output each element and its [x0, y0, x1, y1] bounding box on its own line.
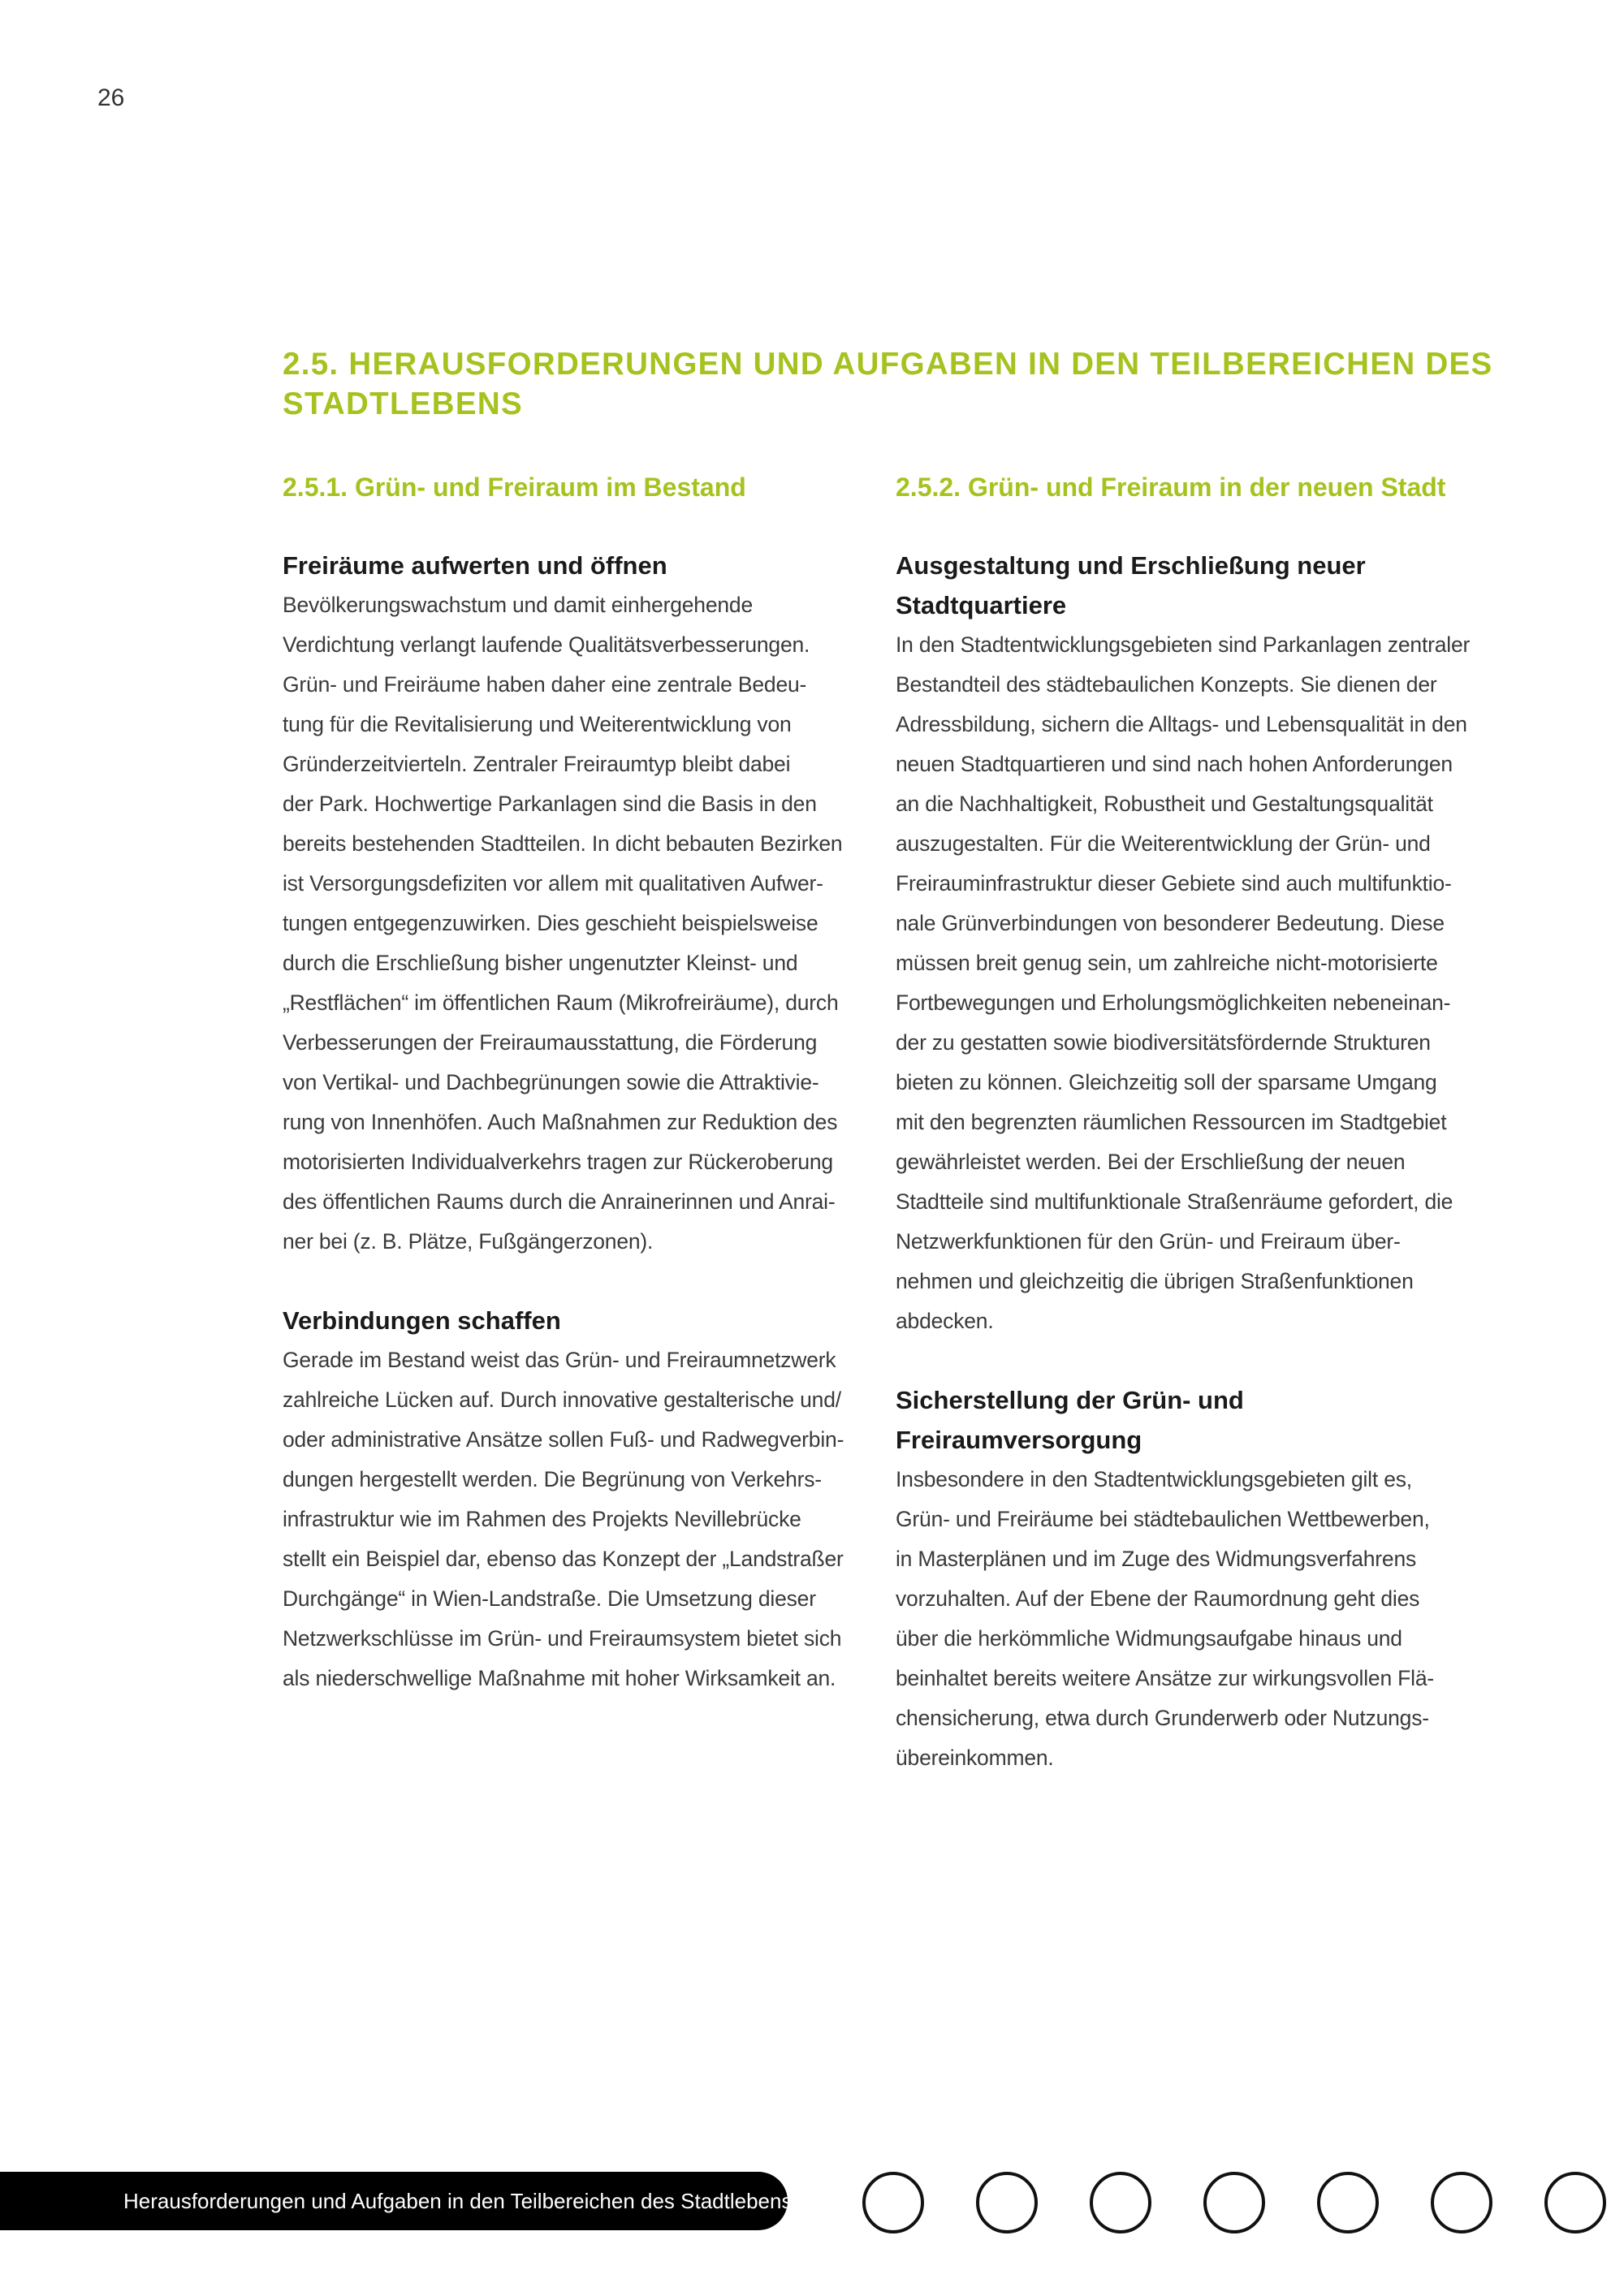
footer-chapter-bar[interactable] [0, 2172, 793, 2230]
text-line: der zu gestatten sowie biodiversitätsfördernde Strukturen [896, 1030, 1431, 1055]
text-line: über die herkömmliche Widmungsaufgabe hinaus und [896, 1626, 1402, 1651]
heading-line: Sicherstellung der Grün- und [896, 1386, 1244, 1414]
block-heading: Verbindungen schaffen [283, 1306, 561, 1335]
text-line: stellt ein Beispiel dar, ebenso das Konzept der „Landstraßer [283, 1547, 844, 1571]
text-line: infrastruktur wie im Rahmen des Projekts Nevillebrücke [283, 1507, 801, 1531]
text-line: Gründerzeitvierteln. Zentraler Freiraumtyp bleibt dabei [283, 752, 791, 776]
text-line: Verdichtung verlangt laufende Qualitätsverbesserungen. [283, 632, 810, 657]
block-heading: Freiräume aufwerten und öffnen [283, 551, 667, 580]
text-block [283, 546, 867, 1262]
text-line: zahlreiche Lücken auf. Durch innovative gestalterische und/ [283, 1388, 841, 1412]
text-line: motorisierten Individualverkehrs tragen zur Rückeroberung [283, 1150, 833, 1174]
text-line: beinhaltet bereits weitere Ansätze zur wirkungsvollen Flä- [896, 1666, 1435, 1690]
section-title: 2.5. HERAUSFORDERUNGEN UND AUFGABEN IN DEN TEILBEREICHEN DES STADTLEBENS [283, 347, 1493, 421]
text-line: an die Nachhaltigkeit, Robustheit und Gestaltungsqualität [896, 792, 1433, 816]
text-line: Verbesserungen der Freiraumausstattung, die Förderung [283, 1030, 818, 1055]
text-line: der Park. Hochwertige Parkanlagen sind die Basis in den [283, 792, 817, 816]
right-column [896, 471, 1480, 1817]
left-column [283, 471, 867, 1737]
text-line: des öffentlichen Raums durch die Anrainerinnen und Anrai- [283, 1189, 836, 1214]
text-line: tung für die Revitalisierung und Weiterentwicklung von [283, 712, 792, 736]
text-line: bieten zu können. Gleichzeitig soll der sparsame Umgang [896, 1070, 1437, 1094]
block-body [283, 1340, 867, 1698]
text-line: durch die Erschließung bisher ungenutzter Kleinst- und [283, 951, 798, 975]
text-line: Grün- und Freiräume bei städtebaulichen Wettbewerben, [896, 1507, 1430, 1531]
chapter-nav-dot[interactable] [1090, 2172, 1151, 2233]
heading-line: Ausgestaltung und Erschließung neuer [896, 551, 1366, 580]
block-body [896, 1460, 1480, 1778]
text-line: Grün- und Freiräume haben daher eine zentrale Bedeu- [283, 672, 807, 697]
text-line: Netzwerkschlüsse im Grün- und Freiraumsystem bietet sich [283, 1626, 842, 1651]
text-line: von Vertikal- und Dachbegrünungen sowie die Attraktivie- [283, 1070, 819, 1094]
chapter-nav-dot[interactable] [1203, 2172, 1265, 2233]
text-line: oder administrative Ansätze sollen Fuß- und Radwegverbin- [283, 1427, 844, 1452]
text-line: in Masterplänen und im Zuge des Widmungsverfahrens [896, 1547, 1417, 1571]
text-line: ner bei (z. B. Plätze, Fußgängerzonen). [283, 1229, 654, 1254]
text-block [283, 1301, 867, 1698]
block-body [896, 625, 1480, 1341]
text-line: In den Stadtentwicklungsgebieten sind Parkanlagen zentraler [896, 632, 1471, 657]
text-line: auszugestalten. Für die Weiterentwicklung der Grün- und [896, 831, 1431, 856]
text-line: nehmen und gleichzeitig die übrigen Straßenfunktionen [896, 1269, 1414, 1293]
text-line: mit den begrenzten räumlichen Ressourcen im Stadtgebiet [896, 1110, 1447, 1134]
text-block [896, 546, 1480, 1341]
left-subtitle: 2.5.1. Grün- und Freiraum im Bestand [283, 473, 746, 502]
text-line: Netzwerkfunktionen für den Grün- und Freiraum über- [896, 1229, 1401, 1254]
text-block [896, 1380, 1480, 1778]
chapter-nav-dot[interactable] [1317, 2172, 1379, 2233]
text-line: gewährleistet werden. Bei der Erschließung der neuen [896, 1150, 1406, 1174]
text-line: tungen entgegenzuwirken. Dies geschieht beispielsweise [283, 911, 818, 935]
text-line: Adressbildung, sichern die Alltags- und Lebensqualität in den [896, 712, 1467, 736]
text-line: vorzuhalten. Auf der Ebene der Raumordnung geht dies [896, 1586, 1420, 1611]
heading-line: Freiraumversorgung [896, 1426, 1142, 1454]
text-line: Bevölkerungswachstum und damit einhergehende [283, 593, 753, 617]
footer-chapter-label: Herausforderungen und Aufgaben in den Teilbereichen des Stadtlebens [123, 2188, 793, 2213]
text-line: Fortbewegungen und Erholungsmöglichkeiten nebeneinan- [896, 990, 1451, 1015]
text-line: bereits bestehenden Stadtteilen. In dicht bebauten Bezirken [283, 831, 843, 856]
heading-line: Stadtquartiere [896, 591, 1067, 619]
text-line: Stadtteile sind multifunktionale Straßenräume gefordert, die [896, 1189, 1453, 1214]
text-line: Durchgänge“ in Wien-Landstraße. Die Umsetzung dieser [283, 1586, 816, 1611]
text-line: Freirauminfrastruktur dieser Gebiete sind auch multifunktio- [896, 871, 1452, 896]
text-line: „Restflächen“ im öffentlichen Raum (Mikrofreiräume), durch [283, 990, 839, 1015]
chapter-nav-dot[interactable] [976, 2172, 1038, 2233]
chapter-nav-dot[interactable] [862, 2172, 924, 2233]
block-heading [896, 546, 1480, 625]
text-line: nale Grünverbindungen von besonderer Bedeutung. Diese [896, 911, 1445, 935]
text-line: Bestandteil des städtebaulichen Konzepts. Sie dienen der [896, 672, 1437, 697]
text-line: rung von Innenhöfen. Auch Maßnahmen zur Reduktion des [283, 1110, 838, 1134]
text-line: Insbesondere in den Stadtentwicklungsgebieten gilt es, [896, 1467, 1412, 1491]
block-heading [896, 1380, 1480, 1460]
text-line: neuen Stadtquartieren und sind nach hohen Anforderungen [896, 752, 1453, 776]
text-line: übereinkommen. [896, 1746, 1054, 1770]
text-line: chensicherung, etwa durch Grunderwerb oder Nutzungs- [896, 1706, 1429, 1730]
block-body [283, 585, 867, 1262]
page-number: 26 [97, 84, 125, 111]
text-line: ist Versorgungsdefiziten vor allem mit qualitativen Aufwer- [283, 871, 823, 896]
text-line: abdecken. [896, 1309, 994, 1333]
right-subtitle: 2.5.2. Grün- und Freiraum in der neuen Stadt [896, 473, 1446, 502]
text-line: als niederschwellige Maßnahme mit hoher Wirksamkeit an. [283, 1666, 836, 1690]
text-line: Gerade im Bestand weist das Grün- und Freiraumnetzwerk [283, 1348, 836, 1372]
chapter-nav-dot[interactable] [1431, 2172, 1492, 2233]
text-line: müssen breit genug sein, um zahlreiche nicht-motorisierte [896, 951, 1438, 975]
chapter-nav-dot[interactable] [1544, 2172, 1606, 2233]
text-line: dungen hergestellt werden. Die Begrünung von Verkehrs- [283, 1467, 822, 1491]
